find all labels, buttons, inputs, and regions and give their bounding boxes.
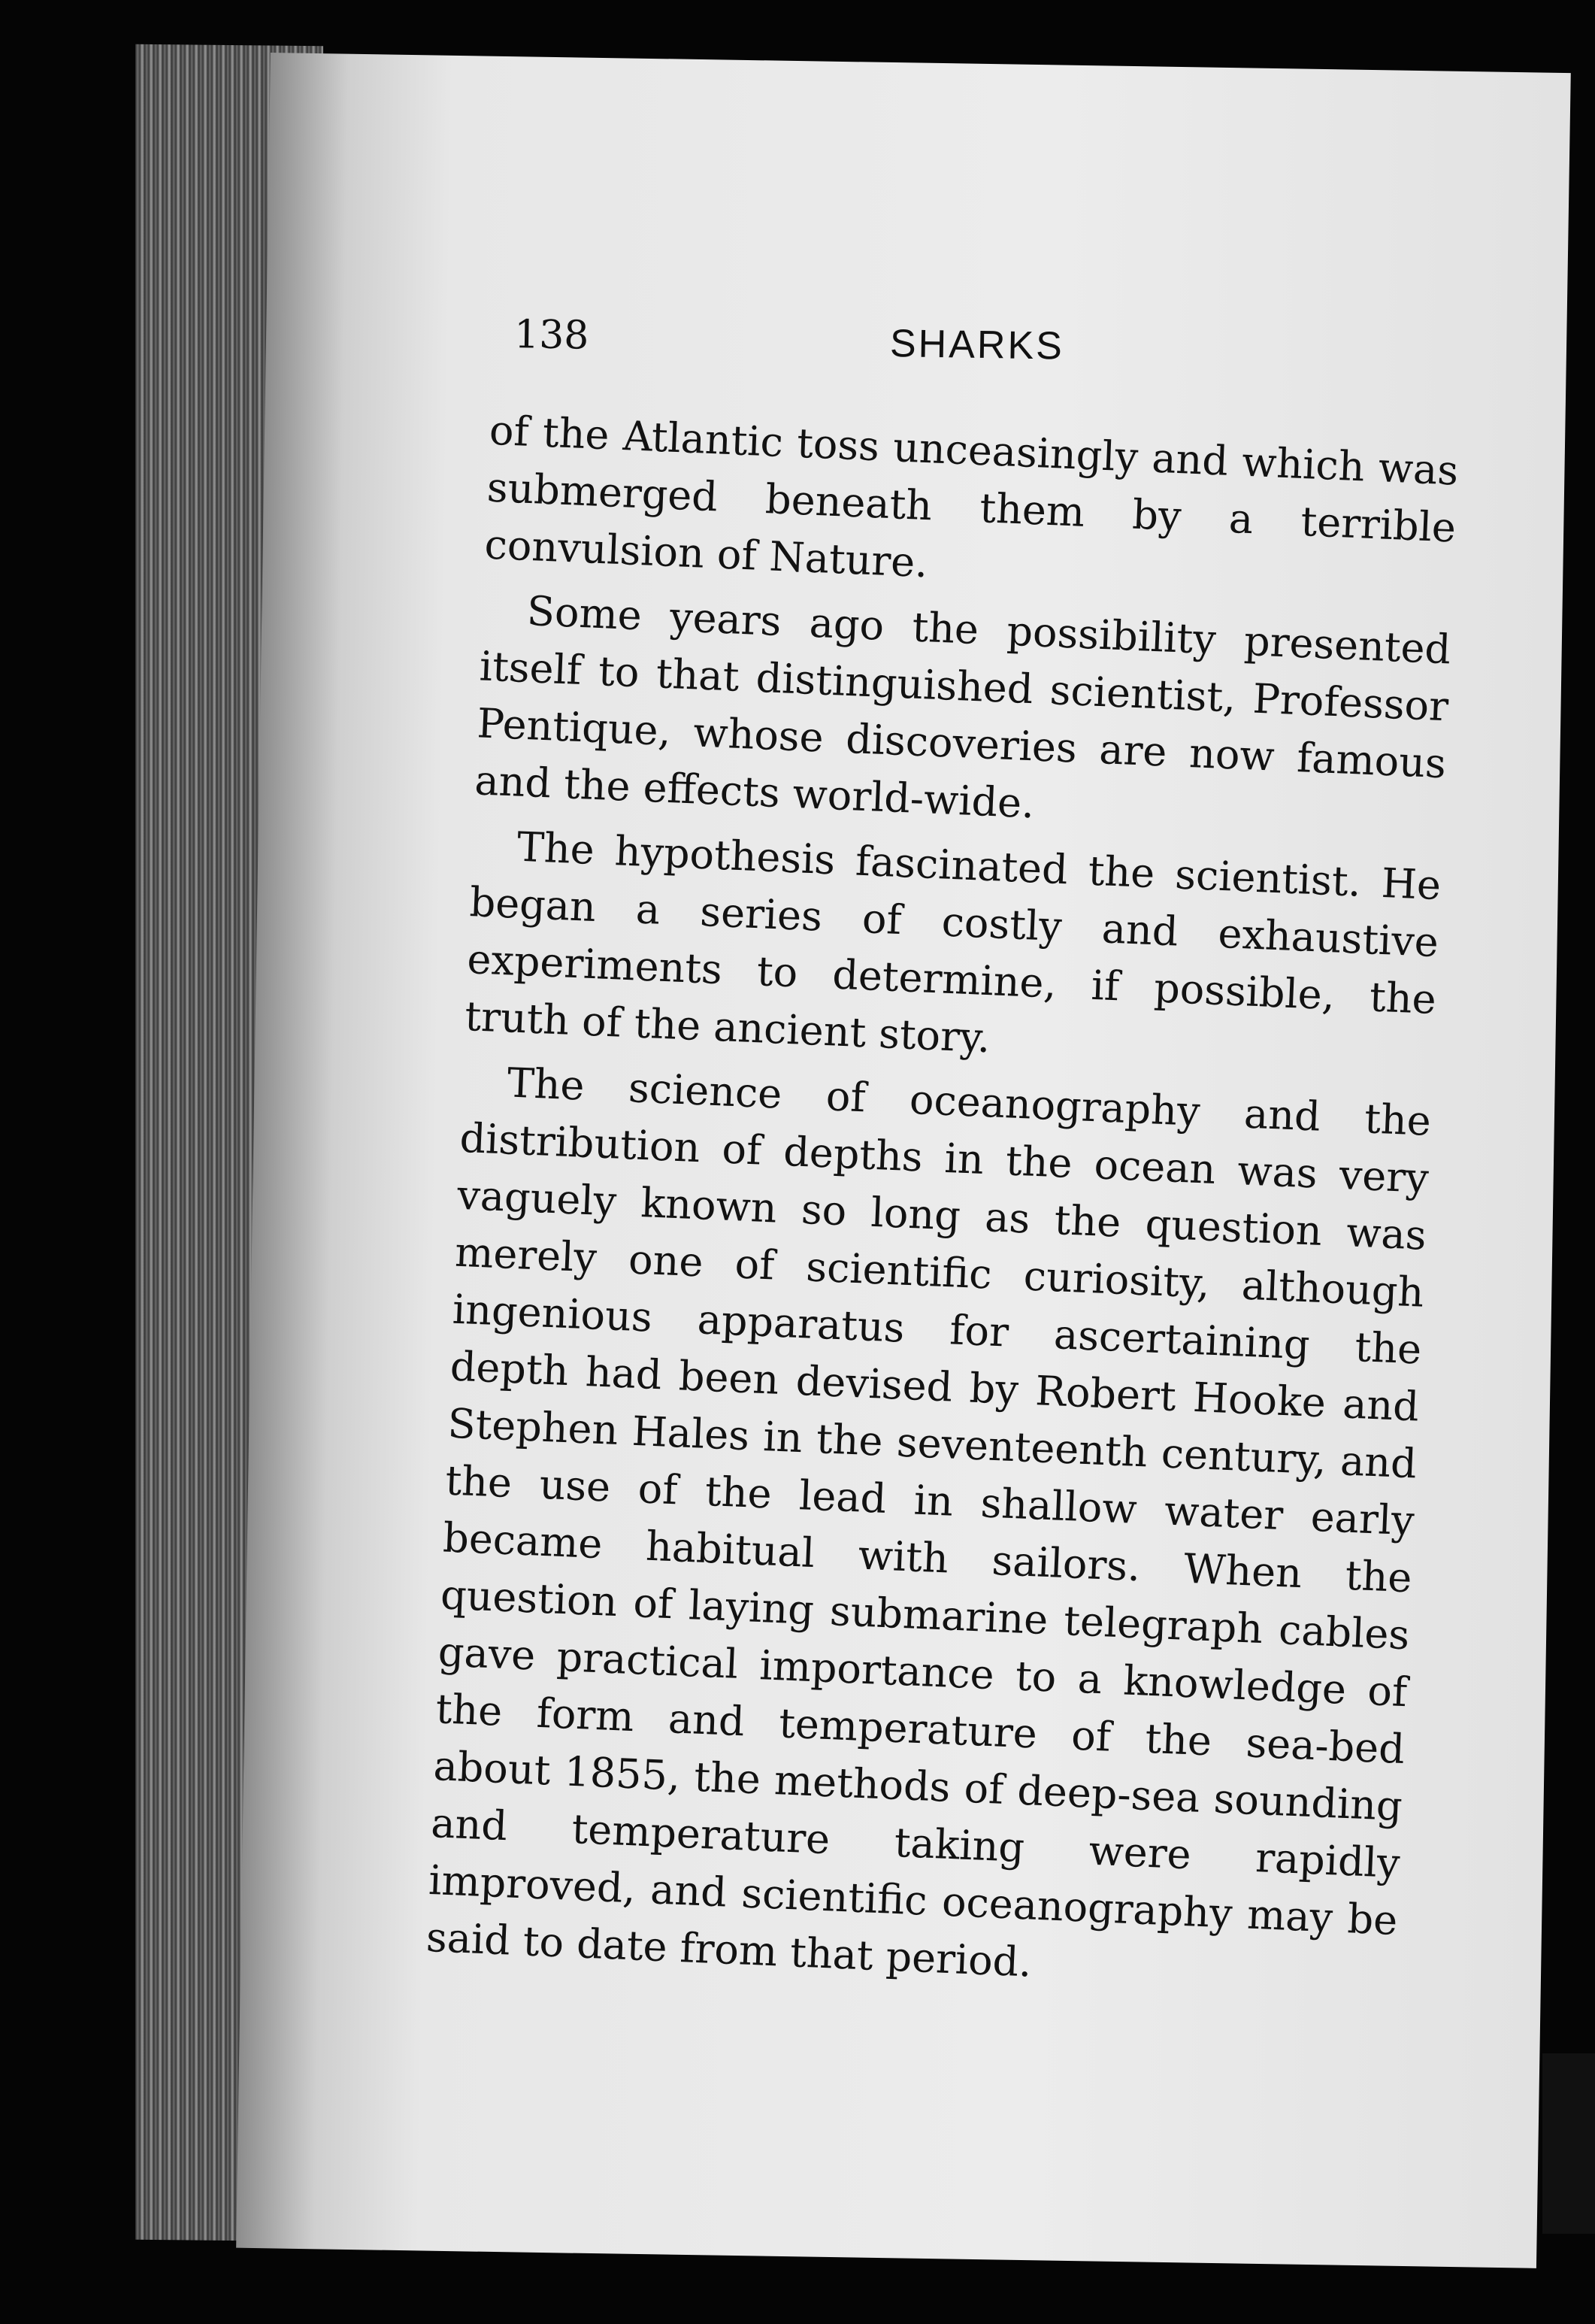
scan-edge-artifact [1542,2053,1595,2234]
paragraph-continued: of the Atlantic toss unceasingly and which was submerged beneath them by a terrible convulsion of Nature. [483,406,1460,587]
paragraph: Some years ago the possibility presented itself to that distinguished scientist, Professor Pentique, whose discoveries are now famous and the effects world-wide. [474,586,1452,828]
body-text [425,402,1459,2014]
paragraph: The science of oceanography and the distribution of depths in the ocean was very vaguely known so long as the question was merely one of scientific curiosity, although ingenious apparatus for ascertaining the depth had been devised by Robert Hooke and Stephen Hales in the seventeenth century, and the use of the lead in shallow water early became habitual with sailors. When the question of laying submarine telegraph cables gave practical importance to a knowledge of the form and temperature of the sea-bed about 1855, the methods of deep-sea sounding and temperature taking were rapidly improved, and scientific oceanography may be said to date from that period. [425,1059,1433,1986]
page-number: 138 [513,312,589,359]
book-page [236,53,1571,2268]
paragraph: The hypothesis fascinated the scientist. He began a series of costly and exhaustive experiments to determine, if possible, the truth of the ancient story. [464,823,1442,1062]
running-head [513,312,1342,368]
page-title: SHARKS [889,321,1065,368]
